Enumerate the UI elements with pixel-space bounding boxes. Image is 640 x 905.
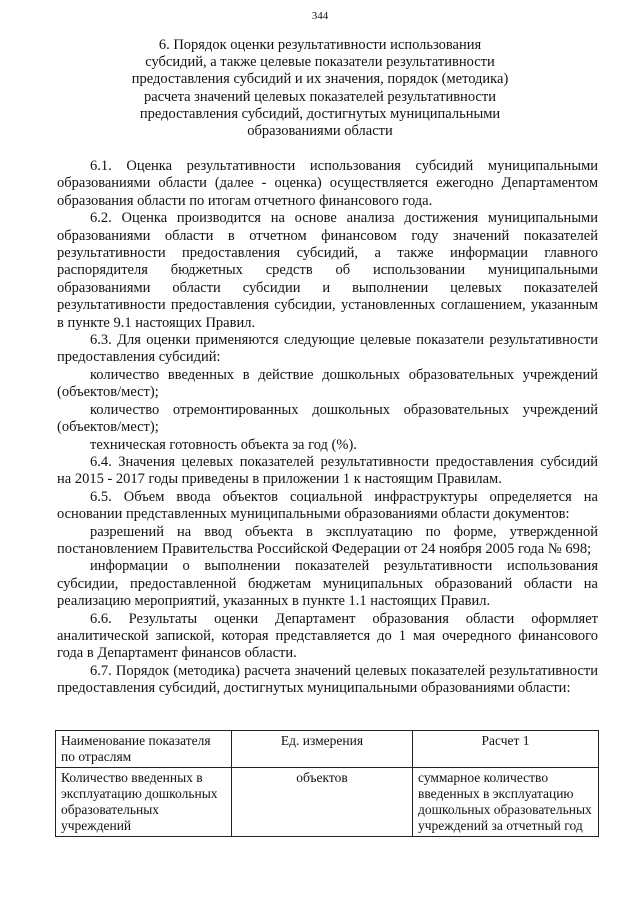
table-header-row (56, 731, 599, 768)
paragraph-6-6: 6.6. Результаты оценки Департамент образования области оформляет аналитической запиской, которая представляется до 1 мая очередного финансового года в Департамент финансов области. (57, 610, 598, 662)
heading-line: 6. Порядок оценки результативности использования (158, 37, 482, 53)
table-cell: Количество введенных в эксплуатацию дошкольных образовательных учреждений (56, 768, 232, 837)
heading-line: расчета значений целевых показателей результативности (144, 88, 496, 105)
paragraph-6-3: 6.3. Для оценки применяются следующие целевые показатели результативности предоставления субсидий: (57, 332, 598, 366)
heading-line: предоставления субсидий, достигнутых муниципальными (139, 105, 501, 122)
indicators-table (55, 730, 599, 837)
heading-line: субсидий, а также целевые показатели результативности (145, 54, 495, 71)
document-item: информации о выполнении показателей результативности использования субсидии, предоставленной бюджетам муниципальных образований области на реализацию мероприятий, указанных в пункте 1.1 настоящих Правил. (57, 558, 598, 610)
paragraph-6-4: 6.4. Значения целевых показателей результативности предоставления субсидий на 2015 - 2017 годы приведены в приложении 1 к настоящим Правилам. (57, 453, 598, 488)
paragraph-6-5: 6.5. Объем ввода объектов социальной инфраструктуры определяется на основании представленных муниципальными образованиями области документов: (57, 488, 598, 523)
paragraph-6-7: 6.7. Порядок (методика) расчета значений целевых показателей результативности предоставления субсидий, достигнутых муниципальными образованиями области: (57, 662, 598, 697)
table-row (56, 768, 599, 837)
paragraph-6-1: 6.1. Оценка результативности использования субсидий муниципальными образованиями области (далее - оценка) осуществляется ежегодно Департаментом образования области по итогам отчетного финансового года. (57, 158, 598, 209)
table-header-cell: Ед. измерения (232, 731, 413, 768)
document-item: разрешений на ввод объекта в эксплуатацию по форме, утвержденной постановлением Правительства Российской Федерации от 24 ноября 2005 года № 698; (57, 523, 598, 557)
indicator-item: количество введенных в действие дошкольных образовательных учреждений (объектов/мест); (57, 366, 598, 401)
table-header-cell: Расчет 1 (413, 731, 599, 768)
table-cell: суммарное количество введенных в эксплуатацию дошкольных образовательных учреждений за отчетный год (413, 768, 599, 837)
heading-line: образованиями области (247, 123, 393, 140)
section-heading (60, 37, 580, 140)
paragraph-6-2: 6.2. Оценка производится на основе анализа достижения муниципальными образованиями области в отчетном финансовом году значений показателей результативности предоставления субсидий, а также информации главного распорядителя бюджетных средств об использовании муниципальными образованиями области субсидии и выполнении целевых показателей результативности предоставления субсидии, установленных соглашением, указанным в пункте 9.1 настоящих Правил. (57, 210, 598, 331)
table-cell: объектов (232, 768, 413, 837)
indicator-item: количество отремонтированных дошкольных образовательных учреждений (объектов/мест); (57, 401, 598, 436)
body-text (57, 158, 598, 698)
heading-line: предоставления субсидий и их значения, порядок (методика) (131, 71, 509, 88)
page-number: 344 (311, 10, 329, 22)
table-header-cell: Наименование показателя по отраслям (56, 731, 232, 768)
indicator-item: техническая готовность объекта за год (%). (90, 436, 357, 453)
